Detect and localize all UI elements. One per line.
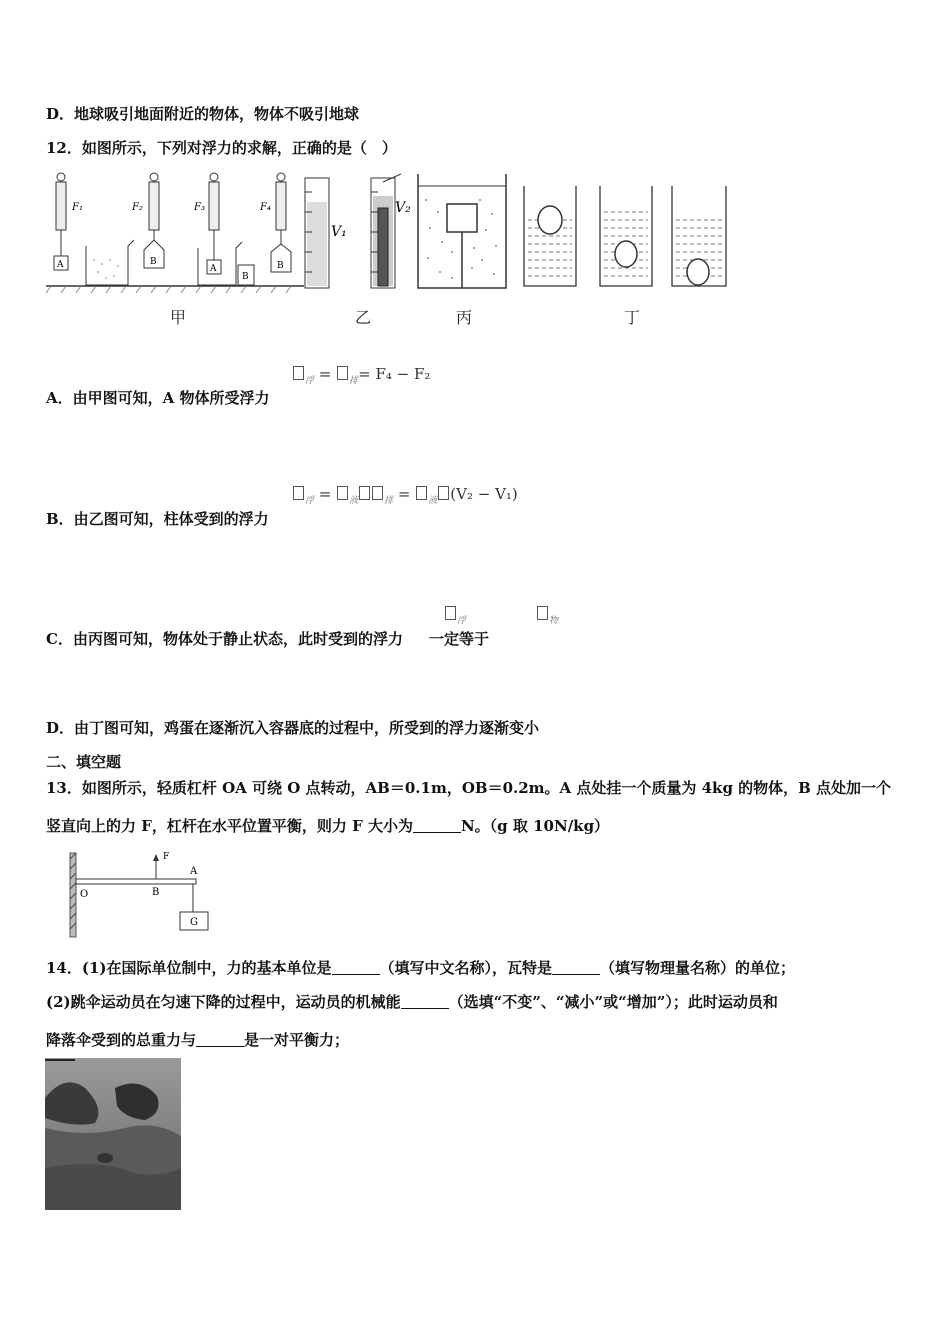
formula-b-expression: (V₂ − V₁) — [450, 485, 518, 503]
q12-option-c-mid: 一定等于 — [428, 630, 489, 648]
q13-line2-post: N。（g 取 10N/kg） — [460, 817, 610, 835]
label-v2: V₂ — [395, 200, 411, 216]
label-f3: F₃ — [194, 202, 205, 213]
q14-line3 — [46, 1029, 349, 1050]
block-a: A — [57, 260, 64, 270]
q12-option-c — [46, 628, 489, 649]
formula-b: $_浮$ = $_液$ $_排$ = $_液$ (V₂ − V₁) — [292, 485, 518, 506]
figure-bing — [416, 172, 508, 290]
q12-option-b: B．由乙图可知，柱体受到的浮力 — [46, 510, 269, 528]
q12-stem: 12．如图所示，下列对浮力的求解，正确的是（ ） — [46, 139, 397, 157]
label-v1: V₁ — [331, 224, 347, 240]
point-b: B — [152, 887, 160, 898]
figure-yi — [303, 172, 411, 292]
q13-line2 — [46, 815, 609, 836]
q14-line2 — [46, 991, 778, 1012]
q13-line2-pre: 竖直向上的力 F，杠杆在水平位置平衡，则力 F 大小为 — [46, 817, 413, 835]
figure-label-jia: 甲 — [170, 308, 187, 327]
force-f: F — [163, 852, 170, 862]
section-title-fill-blank: 二、填空题 — [46, 753, 122, 771]
figure-jia — [46, 168, 304, 296]
formula-c-weight: 物 — [536, 605, 558, 626]
answer-blank[interactable] — [552, 973, 600, 975]
formula-c-float: 浮 — [444, 605, 466, 626]
figure-label-ding: 丁 — [624, 308, 641, 327]
q14-line1-pre: 14．(1)在国际单位制中，力的基本单位是 — [46, 959, 332, 977]
q14-line1-mid: （填写中文名称），瓦特是 — [379, 959, 553, 977]
answer-blank[interactable] — [413, 831, 461, 833]
block-b-small: B — [242, 272, 249, 282]
skydiver-photo — [45, 1058, 181, 1210]
q12-option-d: D．由丁图可知，鸡蛋在逐渐沉入容器底的过程中，所受到的浮力逐渐变小 — [46, 719, 540, 737]
q14-line1-post: （填写物理量名称）的单位； — [600, 959, 796, 977]
q11-option-d: D．地球吸引地面附近的物体，物体不吸引地球 — [46, 105, 360, 123]
block-b: B — [150, 257, 157, 267]
label-f2: F₂ — [132, 202, 143, 213]
q14-line2-post: （选填“不变”、“减小”或“增加”）；此时运动员和 — [448, 993, 778, 1011]
point-a: A — [190, 866, 198, 877]
figure-lever — [66, 849, 216, 939]
answer-blank[interactable] — [401, 1007, 449, 1009]
q14-line2-pre: (2)跳伞运动员在匀速下降的过程中，运动员的机械能 — [46, 993, 401, 1011]
figure-ding — [522, 184, 730, 290]
block-a-submerged: A — [210, 264, 217, 274]
answer-blank[interactable] — [196, 1045, 244, 1047]
label-f1: F₁ — [72, 202, 83, 213]
point-o: O — [80, 889, 89, 900]
formula-a-expression: = F₄ − F₂ — [358, 365, 431, 383]
q14-line1 — [46, 957, 795, 978]
label-f4: F₄ — [260, 202, 271, 213]
figure-label-bing: 丙 — [456, 308, 473, 327]
block-b-2: B — [277, 261, 284, 271]
q12-option-a: A．由甲图可知，A 物体所受浮力 — [46, 389, 270, 407]
formula-a: $_浮$ = $_排$= F₄ − F₂ — [292, 365, 430, 386]
q14-line3-post: 是一对平衡力； — [244, 1031, 350, 1049]
figure-label-yi: 乙 — [355, 308, 372, 327]
q14-line3-pre: 降落伞受到的总重力与 — [46, 1031, 197, 1049]
weight-g: G — [190, 917, 198, 928]
q12-option-c-pre: C．由丙图可知，物体处于静止状态，此时受到的浮力 — [46, 630, 403, 648]
answer-blank[interactable] — [332, 973, 380, 975]
q13-line1: 13．如图所示，轻质杠杆 OA 可绕 O 点转动，AB＝0.1m，OB＝0.2m。A 点处挂一个质量为 4kg 的物体，B 点处加一个 — [46, 779, 892, 797]
